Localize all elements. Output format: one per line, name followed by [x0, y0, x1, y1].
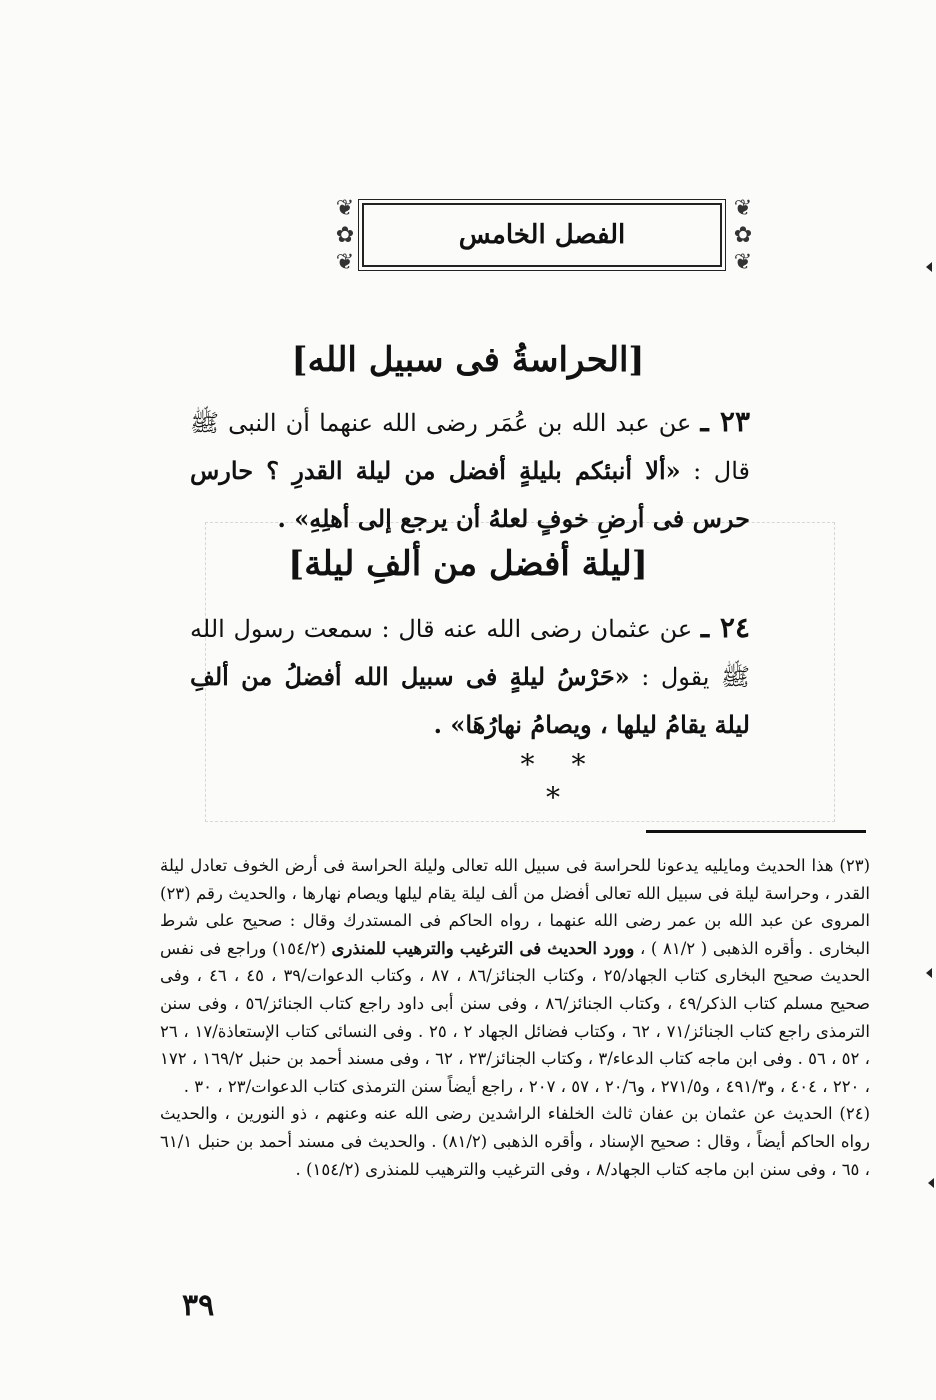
- section-heading-guarding: [الحراسةُ فى سبيل الله]: [291, 340, 645, 380]
- footnotes: [160, 852, 870, 1183]
- footnote-23: [160, 852, 870, 1100]
- hadith-24: [190, 604, 750, 749]
- hadith-saying: «ألا أنبئكم بليلةٍ أفضل من ليلة القدرِ ؟ حارس حرس فى أرضِ خوفٍ لعلهُ أن يرجع إلى أهلِهِ» .: [190, 456, 750, 533]
- hadith-intro: عن عبد الله بن عُمَر رضى الله عنهما أن النبى ﷺ قال :: [190, 409, 750, 485]
- footnote-text: (٢٣) هذا الحديث ومايليه يدعونا للحراسة فى سبيل الله تعالى وليلة الحراسة فى أرض الخوف تعادل ليلة القدر ، وحراسة ليلة فى سبيل الله تعالى أفضل من ألف ليلة يقام ليلها ويصام نهارها ، والحديث رقم (٢٣) المروى عن عبد الله بن عمر رضى الله عنهما ، رواه الحاكم فى المستدرك وقال : صحيح على شرط البخارى . وأقره الذهبى ( ٨١/٢ ) ،: [160, 856, 871, 958]
- section-separator: * * *: [520, 748, 600, 814]
- ornament-left-icon: ❦ ✿ ❦: [335, 196, 355, 275]
- footnote-24: (٢٤) الحديث عن عثمان بن عفان ثالث الخلفاء الراشدين رضى الله عنه وعنهم ، ذو النورين ، والحديث رواه الحاكم أيضاً ، وقال : صحيح الإسناد ، وأقره الذهبى (٨١/٢) . والحديث فى مسند أحمد بن حنبل ٦١/١ ، ٦٥ ، وفى سنن ابن ماجه كتاب الجهاد/٨ ، وفى الترغيب والترهيب للمنذرى (١٥٤/٢) .: [160, 1104, 870, 1179]
- page-number: ٣٩: [182, 1288, 215, 1323]
- edge-mark-icon: [926, 262, 932, 272]
- hadith-number: ٢٤ ـ: [700, 611, 750, 644]
- section-heading-night: [ليلة أفضل من ألفِ ليلة]: [288, 544, 648, 584]
- footnote-divider: [646, 830, 866, 833]
- hadith-23: [190, 398, 750, 543]
- hadith-intro: عن عثمان رضى الله عنه قال : سمعت رسول الله ﷺ يقول :: [190, 615, 750, 691]
- edge-mark-icon: [926, 968, 932, 978]
- ornament-right-icon: ❦ ✿ ❦: [733, 196, 753, 275]
- footnote-bold-text: وورد الحديث فى الترغيب والترهيب للمنذرى: [331, 938, 635, 958]
- edge-mark-icon: [928, 1178, 934, 1188]
- footnote-text-continued: (١٥٤/٢) وراجع فى نفس الحديث صحيح البخارى كتاب الجهاد/٢٥ ، وكتاب الجنائز/٨٦ ، ٨٧ ، وكتاب الدعوات/٣٩ ، ٤٥ ، ٤٦ ، وفى صحيح مسلم كتاب الذكر/٤٩ ، وكتاب الجنائز/٨٦ ، وفى سنن أبى داود راجع كتاب الجنائز/٥٦ ، وفى سنن الترمذى راجع كتاب الجنائز/٧١ ، ٦٢ ، وكتاب فضائل الجهاد ٢ ، ٢٥ . وفى النسائى كتاب الإستعاذة/١٧ ، ٢٦ ، ٥٢ ، ٥٦ . وفى ابن ماجه كتاب الدعاء/٣ ، وكتاب الجنائز/٢٣ ، ٦٢ ، وفى مسند أحمد بن حنبل ١٦٩/٢ ، ١٧٢ ، ٢٢٠ ، ٤٠٤ ، و٤٩١/٣ ، و٢٧١/٥ ، و٢٠/٦ ، ٥٧ ، ٢٠٧ ، راجع أيضاً سنن الترمذى كتاب الدعوات/٢٣ ، ٣٠ .: [160, 938, 870, 1096]
- chapter-title-box: [362, 203, 722, 267]
- hadith-number: ٢٣ ـ: [700, 405, 750, 438]
- chapter-title: الفصل الخامس: [458, 220, 626, 250]
- hadith-saying: «حَرْسُ ليلةٍ فى سبيل الله أفضلُ من ألفِ ليلة يقامُ ليلها ، ويصامُ نهارُهَا» .: [190, 662, 750, 739]
